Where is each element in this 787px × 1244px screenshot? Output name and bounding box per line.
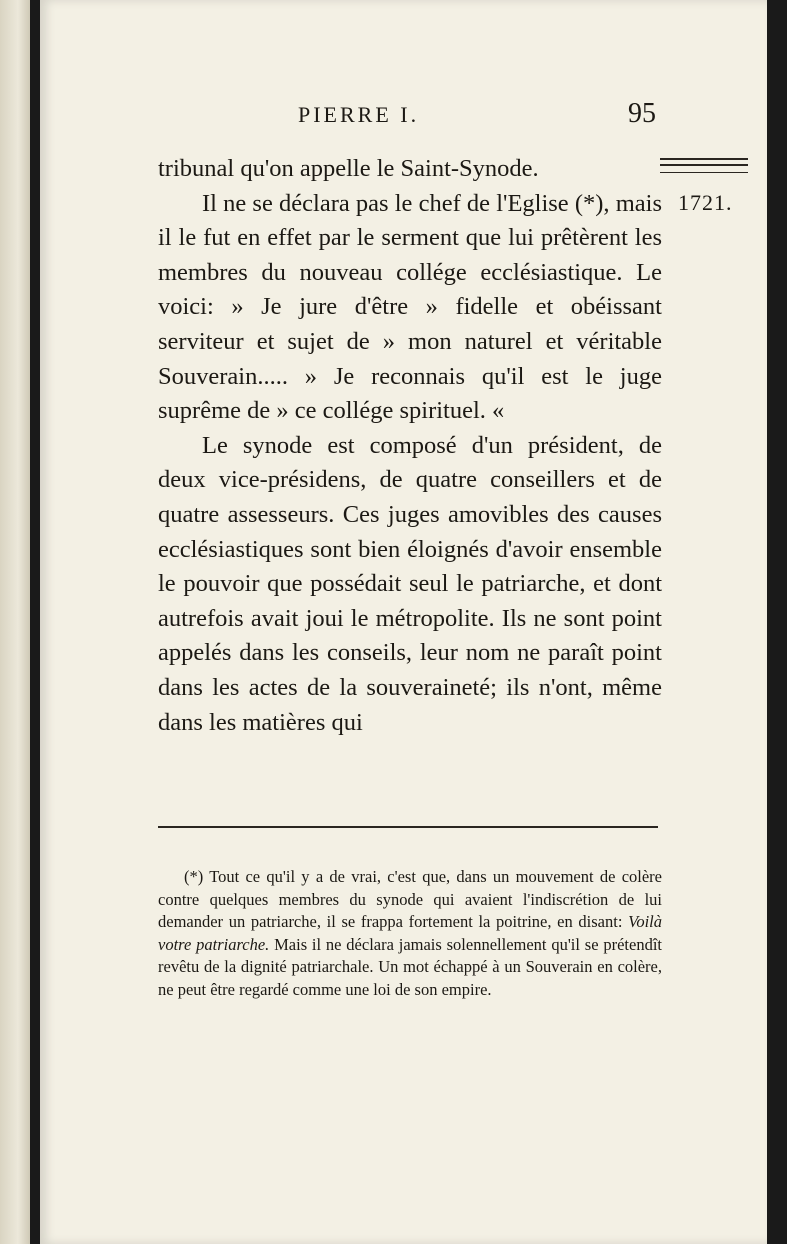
margin-date: 1721. [678, 190, 733, 215]
footnote-text: (*) Tout ce qu'il y a de vrai, c'est que, dans un mouvement de colère contre quelques membres du synode qui avaient l'indiscrétion de lui demander un patriarche, il se frappa fortement la poitrine, en disant: [158, 867, 662, 932]
body-paragraph: Le synode est composé d'un président, de deux vice-présidens, de quatre conseillers et de quatre assesseurs. Ces juges amovibles des causes ecclésiastiques sont bien éloignés d'avoir ensemble le pouvoir que possédait seul le patriarche, et dont autrefois avait joui le métropolite. Ils ne sont point appelés dans les conseils, leur nom ne paraît point dans les actes de la souveraineté; ils n'ont, même dans les matières qui [158, 431, 662, 736]
body-paragraph: Il ne se déclara pas le chef de l'Eglise (*), mais il le fut en effet par le serment que lui prêtèrent les membres du nouveau collége ecclésiastique. Le voici: » Je jure d'être » fidelle et obéissant serviteur et sujet de » mon naturel et véritable Souverain..... » Je reconnais qu'il est le juge suprême de » ce collége spirituel. « [158, 189, 662, 425]
footnote-rule [158, 826, 658, 828]
running-head: PIERRE I. [298, 102, 420, 127]
body-line: tribunal qu'on appelle le Saint-Synode. [158, 155, 539, 182]
margin-rule [660, 164, 748, 166]
margin-rule [660, 172, 748, 173]
book-page [40, 0, 767, 1244]
book-spine-edge [0, 0, 30, 1244]
footnote-quote: Voilà votre patriarche. [158, 912, 662, 954]
footnote-text: Mais il ne déclara jamais solennellement qu'il se prétendît revêtu de la dignité patriarchale. Un mot échappé à un Souverain en colère, ne peut être regardé comme une loi de son empire. [158, 934, 662, 999]
body-text [158, 152, 662, 740]
margin-rule [660, 158, 748, 160]
footnote [158, 866, 662, 1002]
page-number: 95 [628, 98, 656, 129]
